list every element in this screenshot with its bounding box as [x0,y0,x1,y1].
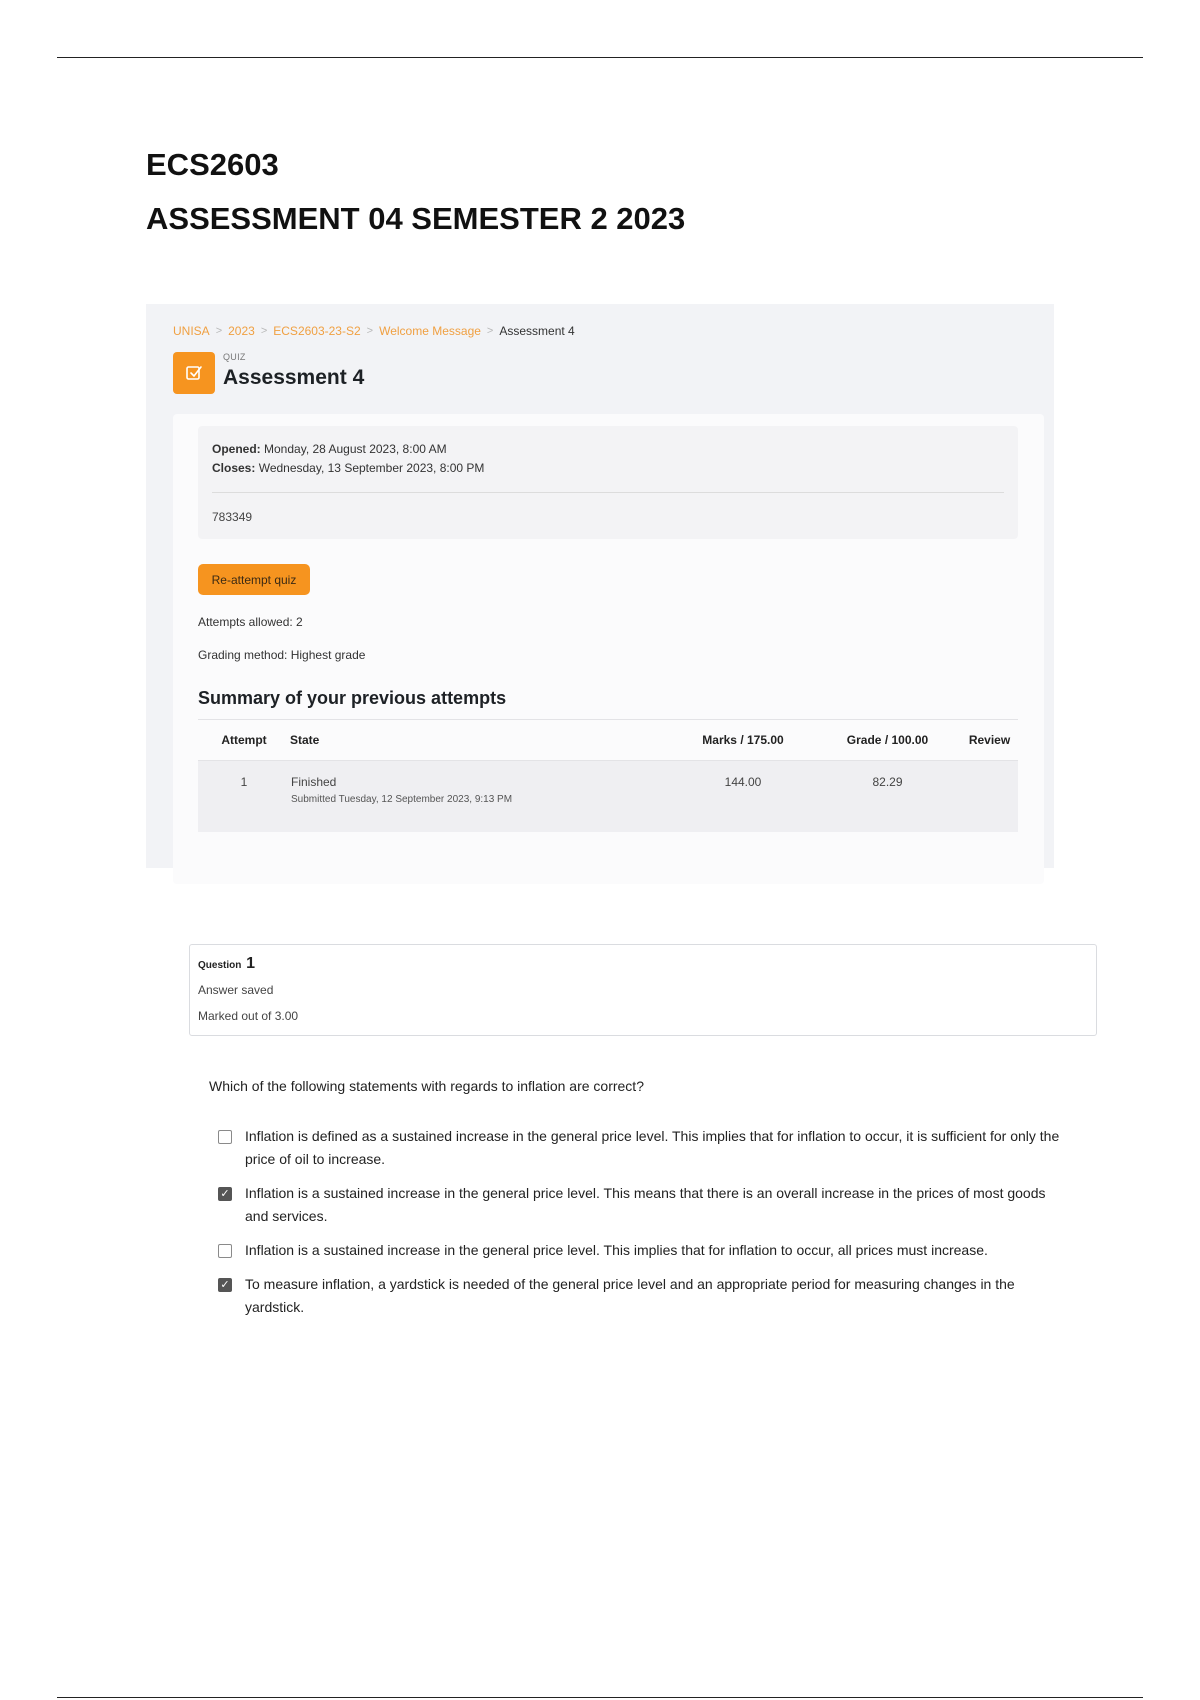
assessment-title-heading: ASSESSMENT 04 SEMESTER 2 2023 [146,201,686,236]
attempts-allowed: Attempts allowed: 2 [198,615,303,629]
closes-value: Wednesday, 13 September 2023, 8:00 PM [258,461,485,475]
answer-checkbox[interactable]: ✓ [218,1187,232,1201]
breadcrumb-separator: > [260,325,268,337]
attempt-number: 1 [198,761,290,833]
opened-date [212,442,447,456]
moodle-quiz-screenshot [146,304,1054,868]
quiz-dates-box [198,426,1018,539]
column-header-attempt: Attempt [198,720,290,761]
page-bottom-rule [57,1697,1143,1698]
closes-label: Closes: [212,461,256,475]
question-label [198,955,255,973]
quiz-code: 783349 [212,510,253,524]
attempts-summary-table [198,719,1018,832]
edit-square-icon-graphic [184,363,204,383]
question-info-box [189,944,1097,1036]
breadcrumb-current: Assessment 4 [499,324,575,338]
closes-date [212,461,484,475]
answer-option [218,1125,1070,1171]
breadcrumb-separator: > [366,325,374,337]
attempt-review[interactable] [961,761,1018,833]
attempt-marks: 144.00 [672,761,814,833]
grading-method: Grading method: Highest grade [198,648,366,662]
breadcrumb-link-unisa[interactable]: UNISA [173,324,210,338]
question-marks: Marked out of 3.00 [198,1009,299,1023]
quiz-main-card [173,414,1044,884]
edit-square-icon [173,352,215,394]
column-header-grade: Grade / 100.00 [814,720,961,761]
attempt-submitted-time: Submitted Tuesday, 12 September 2023, 9:13 PM [291,794,513,805]
activity-type-label: QUIZ [223,352,246,362]
quiz-title: Assessment 4 [223,366,365,389]
answer-option [218,1239,1070,1262]
breadcrumb-separator: > [215,325,223,337]
question-text: Which of the following statements with regards to inflation are correct? [209,1078,644,1094]
answer-option [218,1182,1070,1228]
opened-label: Opened: [212,442,261,456]
reattempt-quiz-button[interactable]: Re-attempt quiz [198,564,310,595]
breadcrumb-separator: > [486,325,494,337]
answer-checkbox[interactable] [218,1244,232,1258]
dates-divider [212,492,1004,493]
answer-option-text: Inflation is a sustained increase in the general price level. This implies that for inflation to occur, all prices must increase. [245,1242,988,1258]
breadcrumb-link-course[interactable]: ECS2603-23-S2 [273,324,361,338]
column-header-review: Review [961,720,1018,761]
answer-checkbox[interactable]: ✓ [218,1278,232,1292]
answer-checkbox[interactable] [218,1130,232,1144]
question-status: Answer saved [198,983,274,997]
breadcrumb-link-year[interactable]: 2023 [228,324,255,338]
question-number: 1 [246,955,256,972]
table-header-row [198,720,1018,761]
answer-options [218,1125,1070,1330]
attempt-state: Finished [291,775,337,789]
page-top-rule [57,57,1143,58]
answer-option-text: Inflation is defined as a sustained increase in the general price level. This implies that for inflation to occur, it is sufficient for only the price of oil to increase. [245,1128,1060,1167]
breadcrumb-link-welcome[interactable]: Welcome Message [379,324,481,338]
breadcrumb [173,324,575,338]
course-code-heading: ECS2603 [146,147,279,182]
attempt-state-cell [290,761,672,833]
summary-heading: Summary of your previous attempts [198,688,507,708]
opened-value: Monday, 28 August 2023, 8:00 AM [264,442,447,456]
table-row [198,761,1018,833]
column-header-marks: Marks / 175.00 [672,720,814,761]
column-header-state: State [290,720,672,761]
answer-option [218,1273,1070,1319]
answer-option-text: To measure inflation, a yardstick is needed of the general price level and an appropriate period for measuring changes in the yardstick. [245,1276,1015,1315]
question-word: Question [198,960,242,971]
attempt-grade: 82.29 [814,761,961,833]
answer-option-text: Inflation is a sustained increase in the general price level. This means that there is an overall increase in the prices of most goods and services. [245,1185,1046,1224]
